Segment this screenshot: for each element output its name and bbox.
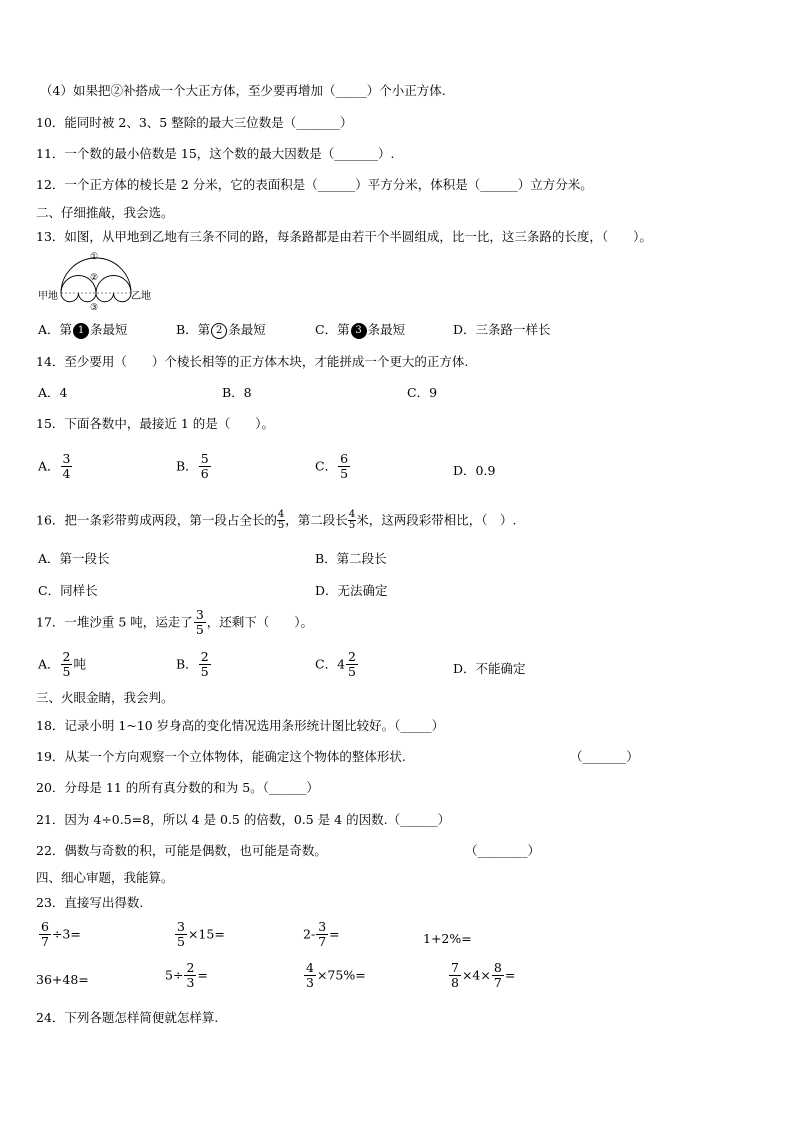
numerator: 5 xyxy=(200,451,209,466)
calc-expression: ×15= xyxy=(187,926,225,942)
circled-number-1: 1 xyxy=(73,323,89,339)
denominator: 5 xyxy=(277,520,285,531)
fraction xyxy=(338,452,350,481)
q15-option-c[interactable] xyxy=(315,452,351,481)
fraction xyxy=(175,920,187,949)
q14-option-c[interactable]: C．9 xyxy=(407,385,438,400)
numerator: 3 xyxy=(318,919,327,934)
fraction xyxy=(346,650,358,679)
fraction xyxy=(39,920,51,949)
q13-option-b-prefix: B．第 xyxy=(176,322,211,337)
numerator: 4 xyxy=(277,509,285,520)
q15-option-a-label: A． xyxy=(38,458,60,474)
q17-option-a-label: A． xyxy=(38,656,60,672)
fraction-small xyxy=(348,510,356,531)
calc-prefix: 5÷ xyxy=(165,967,184,983)
numerator: 2 xyxy=(200,649,209,664)
start-point-label: 甲地 xyxy=(38,291,58,302)
fraction xyxy=(194,608,206,637)
q16-option-c[interactable]: C．同样长 xyxy=(38,583,98,598)
question-13: 13．如图，从甲地到乙地有三条不同的路，每条路都是由若干个半圆组成，比一比，这三条路的长度，（ ）。 xyxy=(36,229,652,244)
q14-option-a[interactable]: A．4 xyxy=(38,385,68,400)
q13-option-a[interactable] xyxy=(38,322,128,339)
q13-option-a-suffix: 条最短 xyxy=(90,322,128,337)
q16-text-2: ，第二段长 xyxy=(285,512,348,528)
q13-option-a-prefix: A．第 xyxy=(38,322,73,337)
question-18: 18．记录小明 1~10 岁身高的变化情况选用条形统计图比较好。（_____） xyxy=(36,718,445,733)
denominator: 8 xyxy=(451,975,459,990)
end-point-label: 乙地 xyxy=(131,291,151,302)
q17-option-d[interactable]: D．不能确定 xyxy=(453,661,526,676)
q17-option-a[interactable] xyxy=(38,650,86,679)
semicircle-paths-figure xyxy=(36,252,156,316)
section-3-heading: 三、火眼金睛，我会判。 xyxy=(36,690,174,705)
q22-answer-blank[interactable]: （________） xyxy=(465,843,541,858)
q16-option-a[interactable]: A．第一段长 xyxy=(38,551,110,566)
question-24: 24．下列各题怎样简便就怎样算. xyxy=(36,1010,219,1025)
denominator: 7 xyxy=(493,975,502,990)
numerator: 3 xyxy=(195,607,204,622)
question-21: 21．因为 4÷0.5=8，所以 4 是 0.5 的倍数，0.5 是 4 的因数.（______） xyxy=(36,812,451,827)
numerator: 3 xyxy=(177,919,185,934)
denominator: 7 xyxy=(41,934,49,949)
section-4-heading: 四、细心审题，我能算。 xyxy=(36,870,174,885)
denominator: 5 xyxy=(340,466,349,481)
fraction xyxy=(199,650,211,679)
q16-text-3: 米，这两段彩带相比，（ ）. xyxy=(356,512,517,528)
fraction xyxy=(449,961,461,990)
numerator: 2 xyxy=(186,960,195,975)
q17-option-c-label: C． xyxy=(315,656,338,672)
q17-text-2: ，还剩下（ ）。 xyxy=(206,614,314,630)
q17-option-c[interactable] xyxy=(315,650,359,679)
denominator: 5 xyxy=(200,664,209,679)
mixed-number-whole: 4 xyxy=(337,656,346,672)
numerator: 6 xyxy=(41,919,49,934)
question-16 xyxy=(36,510,516,531)
circled-number-2: 2 xyxy=(211,323,227,339)
q16-option-d[interactable]: D．无法确定 xyxy=(315,583,388,598)
calc-operator: ×4× xyxy=(461,967,491,983)
fraction xyxy=(61,650,73,679)
calc-item-7[interactable] xyxy=(303,961,366,990)
question-12: 12．一个正方体的棱长是 2 分米，它的表面积是（______）平方分米，体积是（______）立方分米。 xyxy=(36,177,593,192)
question-11: 11．一个数的最小倍数是 15，这个数的最大因数是（_______）. xyxy=(36,146,395,161)
q15-option-b-label: B． xyxy=(176,458,198,474)
q17-text-1: 17．一堆沙重 5 吨，运走了 xyxy=(36,614,193,630)
calc-item-4[interactable]: 1+2%= xyxy=(423,931,472,946)
q13-option-d[interactable]: D．三条路一样长 xyxy=(453,322,551,337)
q13-option-c[interactable] xyxy=(315,322,405,339)
calc-expression: = xyxy=(329,926,340,942)
question-14: 14．至少要用（ ）个棱长相等的正方体木块，才能拼成一个更大的正方体. xyxy=(36,354,469,369)
q14-option-b[interactable]: B．8 xyxy=(222,385,252,400)
calc-item-5[interactable]: 36+48= xyxy=(36,972,89,987)
unit-ton: 吨 xyxy=(73,656,86,672)
denominator: 3 xyxy=(186,975,195,990)
numerator: 3 xyxy=(62,451,71,466)
q19-answer-blank[interactable]: （_______） xyxy=(570,749,639,764)
denominator: 6 xyxy=(200,466,209,481)
section-2-heading: 二、仔细推敲，我会选。 xyxy=(36,205,174,220)
denominator: 5 xyxy=(177,934,185,949)
q13-option-c-prefix: C．第 xyxy=(315,322,350,337)
q13-option-b-suffix: 条最短 xyxy=(228,322,266,337)
question-10: 10．能同时被 2、3、5 整除的最大三位数是（_______） xyxy=(36,115,353,130)
calc-item-6[interactable] xyxy=(165,961,208,990)
fraction xyxy=(184,961,196,990)
numerator: 6 xyxy=(340,451,349,466)
q17-option-b[interactable] xyxy=(176,650,212,679)
denominator: 7 xyxy=(318,934,327,949)
denominator: 5 xyxy=(348,664,356,679)
calc-expression: ÷3= xyxy=(51,926,81,942)
numerator: 2 xyxy=(62,649,71,664)
q13-option-b[interactable] xyxy=(176,322,266,339)
q15-option-b[interactable] xyxy=(176,452,212,481)
path-label-1: ① xyxy=(90,252,99,262)
numerator: 4 xyxy=(306,960,314,975)
fraction xyxy=(61,452,73,481)
q16-text-1: 16．把一条彩带剪成两段，第一段占全长的 xyxy=(36,512,277,528)
calc-item-2[interactable] xyxy=(174,920,225,949)
question-9-4: （4）如果把②补搭成一个大正方体，至少要再增加（_____）个小正方体. xyxy=(40,83,446,98)
fraction xyxy=(316,920,328,949)
calc-expression: = xyxy=(197,967,208,983)
denominator: 3 xyxy=(306,975,314,990)
question-23: 23．直接写出得数. xyxy=(36,895,144,910)
path-label-3: ③ xyxy=(90,303,99,313)
fraction xyxy=(304,961,316,990)
denominator: 5 xyxy=(195,622,204,637)
numerator: 8 xyxy=(493,960,502,975)
calc-expression: = xyxy=(504,967,516,983)
fraction xyxy=(199,452,211,481)
fraction xyxy=(492,961,504,990)
question-22: 22．偶数与奇数的积，可能是偶数，也可能是奇数。 xyxy=(36,843,327,858)
numerator: 7 xyxy=(451,960,459,975)
denominator: 4 xyxy=(62,466,71,481)
q15-option-d[interactable]: D．0.9 xyxy=(453,463,496,478)
calc-item-1[interactable] xyxy=(38,920,81,949)
calc-item-8[interactable] xyxy=(448,961,515,990)
q13-option-c-suffix: 条最短 xyxy=(367,322,406,337)
denominator: 5 xyxy=(348,520,356,531)
numerator: 4 xyxy=(348,509,356,520)
question-20: 20．分母是 11 的所有真分数的和为 5。（______） xyxy=(36,780,319,795)
question-19: 19．从某一个方向观察一个立体物体，能确定这个物体的整体形状. xyxy=(36,749,406,764)
q17-option-b-label: B． xyxy=(176,656,198,672)
question-15: 15．下面各数中，最接近 1 的是（ ）。 xyxy=(36,416,275,431)
denominator: 5 xyxy=(62,664,71,679)
calc-expression: ×75%= xyxy=(316,967,366,983)
numerator: 2 xyxy=(348,649,356,664)
q16-option-b[interactable]: B．第二段长 xyxy=(315,551,387,566)
calc-item-3[interactable] xyxy=(303,920,340,949)
circled-number-3: 3 xyxy=(351,323,367,339)
path-label-2: ② xyxy=(90,273,99,283)
calc-prefix: 2- xyxy=(303,926,316,942)
question-17 xyxy=(36,608,313,637)
q15-option-a[interactable] xyxy=(38,452,73,481)
q15-option-c-label: C． xyxy=(315,458,338,474)
